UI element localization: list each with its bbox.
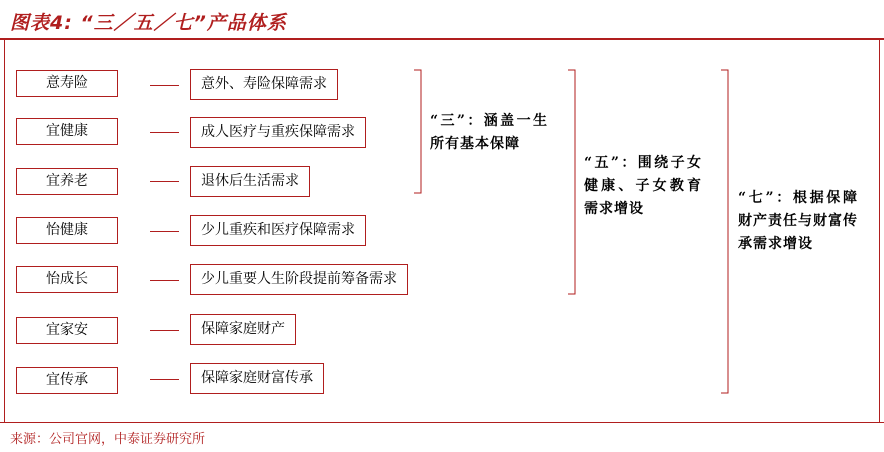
product-box-yijiankang-child: 怡健康 xyxy=(16,217,118,244)
need-box-retirement: 退休后生活需求 xyxy=(190,166,310,197)
group-seven-label: “七”：根据保障财产责任与财富传承需求增设 xyxy=(738,190,858,252)
product-box-yichuancheng: 宜传承 xyxy=(16,367,118,394)
need-box-wealth-inheritance: 保障家庭财富传承 xyxy=(190,363,324,394)
product-box-yijiankang: 宜健康 xyxy=(16,118,118,145)
need-box-adult-medical: 成人医疗与重疾保障需求 xyxy=(190,117,366,148)
source-note: 来源：公司官网，中泰证券研究所 xyxy=(10,432,206,447)
group-three-label: “三”：涵盖一生所有基本保障 xyxy=(430,113,548,152)
bracket-seven xyxy=(721,70,728,393)
product-box-yishouxian: 意寿险 xyxy=(16,70,118,97)
bracket-three xyxy=(414,70,421,193)
need-box-child-growth: 少儿重要人生阶段提前筹备需求 xyxy=(190,264,408,295)
bracket-five xyxy=(568,70,575,294)
need-box-child-medical: 少儿重疾和医疗保障需求 xyxy=(190,215,366,246)
product-box-yichengzhang: 怡成长 xyxy=(16,266,118,293)
product-box-yiyanglao: 宜养老 xyxy=(16,168,118,195)
source-divider xyxy=(0,422,884,423)
need-box-accident-life: 意外、寿险保障需求 xyxy=(190,69,338,100)
group-five-label: “五”：围绕子女健康、子女教育需求增设 xyxy=(584,155,702,217)
product-box-yijiaan: 宜家安 xyxy=(16,317,118,344)
figure-title: 图表4: “三／五／七”产品体系 xyxy=(10,12,287,34)
need-box-family-property: 保障家庭财产 xyxy=(190,314,296,345)
